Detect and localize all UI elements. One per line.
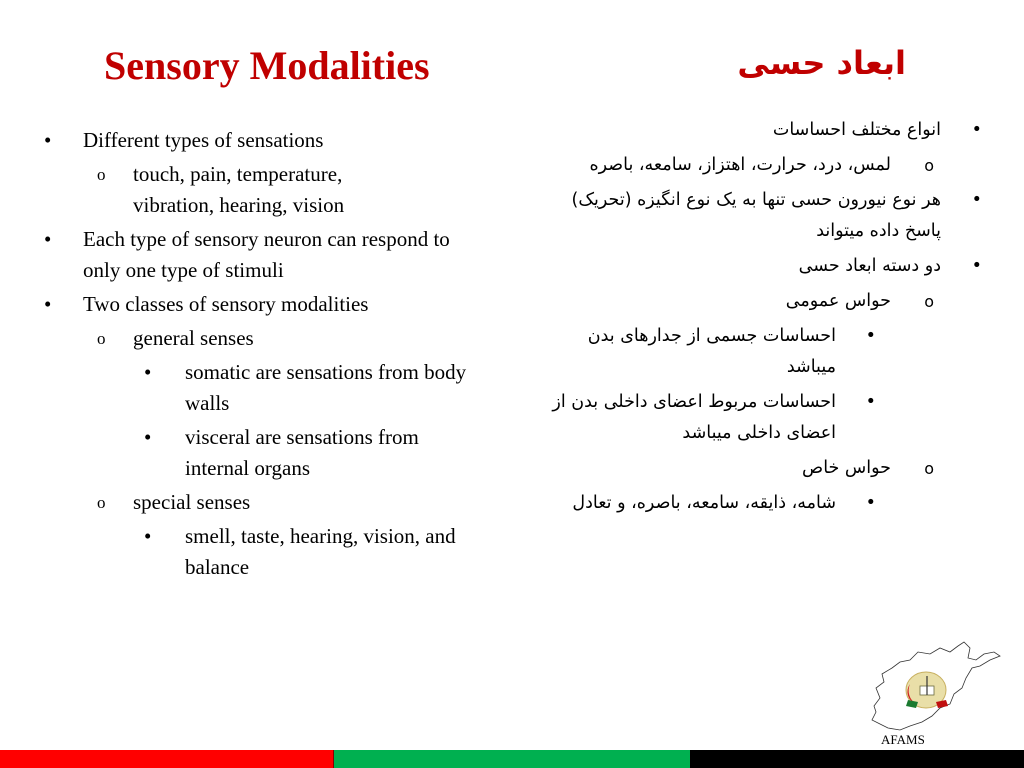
footer-bar-red <box>0 750 334 768</box>
bullet-icon: • <box>44 128 52 152</box>
afams-logo-icon <box>866 638 1006 733</box>
en-bullet-text: touch, pain, temperature, vibration, hearing, vision <box>133 162 345 217</box>
bullet-icon: • <box>971 120 982 140</box>
en-bullet-text: somatic are sensations from body walls <box>185 360 467 415</box>
hollow-bullet-icon: o <box>924 459 934 478</box>
fa-bullet-item <box>536 321 986 383</box>
bullet-icon: • <box>44 227 52 251</box>
footer-bar-black <box>690 750 1024 768</box>
bullet-icon: • <box>971 190 982 210</box>
bullet-icon: • <box>865 326 876 346</box>
en-bullet-item <box>40 159 490 221</box>
en-bullet-text: Different types of sensations <box>83 128 324 152</box>
fa-bullet-text: احساسات جسمی از جدارهای بدن میباشد <box>587 326 836 377</box>
fa-bullet-item <box>536 286 986 317</box>
en-bullet-text: special senses <box>133 490 251 514</box>
en-bullet-item <box>40 289 490 320</box>
hollow-bullet-icon: o <box>924 156 934 175</box>
en-bullet-text: general senses <box>133 326 254 350</box>
footer-bar-green <box>334 750 690 768</box>
en-bullet-item <box>40 224 490 286</box>
fa-bullet-text: احساسات مربوط اعضای داخلی بدن از اعضای داخلی میباشد <box>552 392 836 443</box>
bullet-icon: • <box>865 493 876 513</box>
fa-bullet-item <box>536 115 986 146</box>
en-bullet-item <box>40 487 490 518</box>
fa-bullet-text: شامه، ذایقه، سامعه، باصره، و تعادل <box>572 493 836 513</box>
fa-bullet-item <box>536 387 986 449</box>
en-bullet-text: smell, taste, hearing, vision, and balance <box>185 524 456 579</box>
hollow-bullet-icon: o <box>97 493 106 512</box>
bullet-icon: • <box>144 360 152 384</box>
bullet-icon: • <box>144 524 152 548</box>
fa-bullet-text: حواس عمومی <box>785 291 891 311</box>
hollow-bullet-icon: o <box>97 329 106 348</box>
slide-title-english: Sensory Modalities <box>104 43 430 88</box>
fa-bullet-text: لمس، درد، حرارت، اهتزاز، سامعه، باصره <box>589 155 891 175</box>
en-bullet-text: Two classes of sensory modalities <box>83 292 369 316</box>
hollow-bullet-icon: o <box>97 165 106 184</box>
fa-bullet-text: دو دسته ابعاد حسی <box>798 256 941 276</box>
en-bullet-item <box>40 521 490 583</box>
en-bullet-item <box>40 422 490 484</box>
fa-bullet-item <box>536 453 986 484</box>
fa-bullet-item <box>536 185 986 247</box>
fa-bullet-item <box>536 488 986 519</box>
slide-title-farsi: ابعاد حسی <box>737 44 906 82</box>
fa-bullet-item <box>536 150 986 181</box>
bullet-icon: • <box>144 425 152 449</box>
bullet-icon: • <box>971 256 982 276</box>
fa-bullet-text: حواس خاص <box>802 458 891 478</box>
en-bullet-text: visceral are sensations from internal organs <box>185 425 419 480</box>
bullet-icon: • <box>865 392 876 412</box>
en-bullet-item <box>40 323 490 354</box>
hollow-bullet-icon: o <box>924 292 934 311</box>
english-bullet-list <box>40 125 490 586</box>
farsi-bullet-list <box>536 115 986 523</box>
fa-bullet-text: هر نوع نیورون حسی تنها به یک نوع انگیزه (تحریک) پاسخ داده میتواند <box>571 190 941 241</box>
afams-label: AFAMS <box>881 732 925 747</box>
fa-bullet-item <box>536 251 986 282</box>
en-bullet-item <box>40 357 490 419</box>
fa-bullet-text: انواع مختلف احساسات <box>772 120 941 140</box>
en-bullet-text: Each type of sensory neuron can respond to only one type of stimuli <box>83 227 450 282</box>
bullet-icon: • <box>44 292 52 316</box>
en-bullet-item <box>40 125 490 156</box>
